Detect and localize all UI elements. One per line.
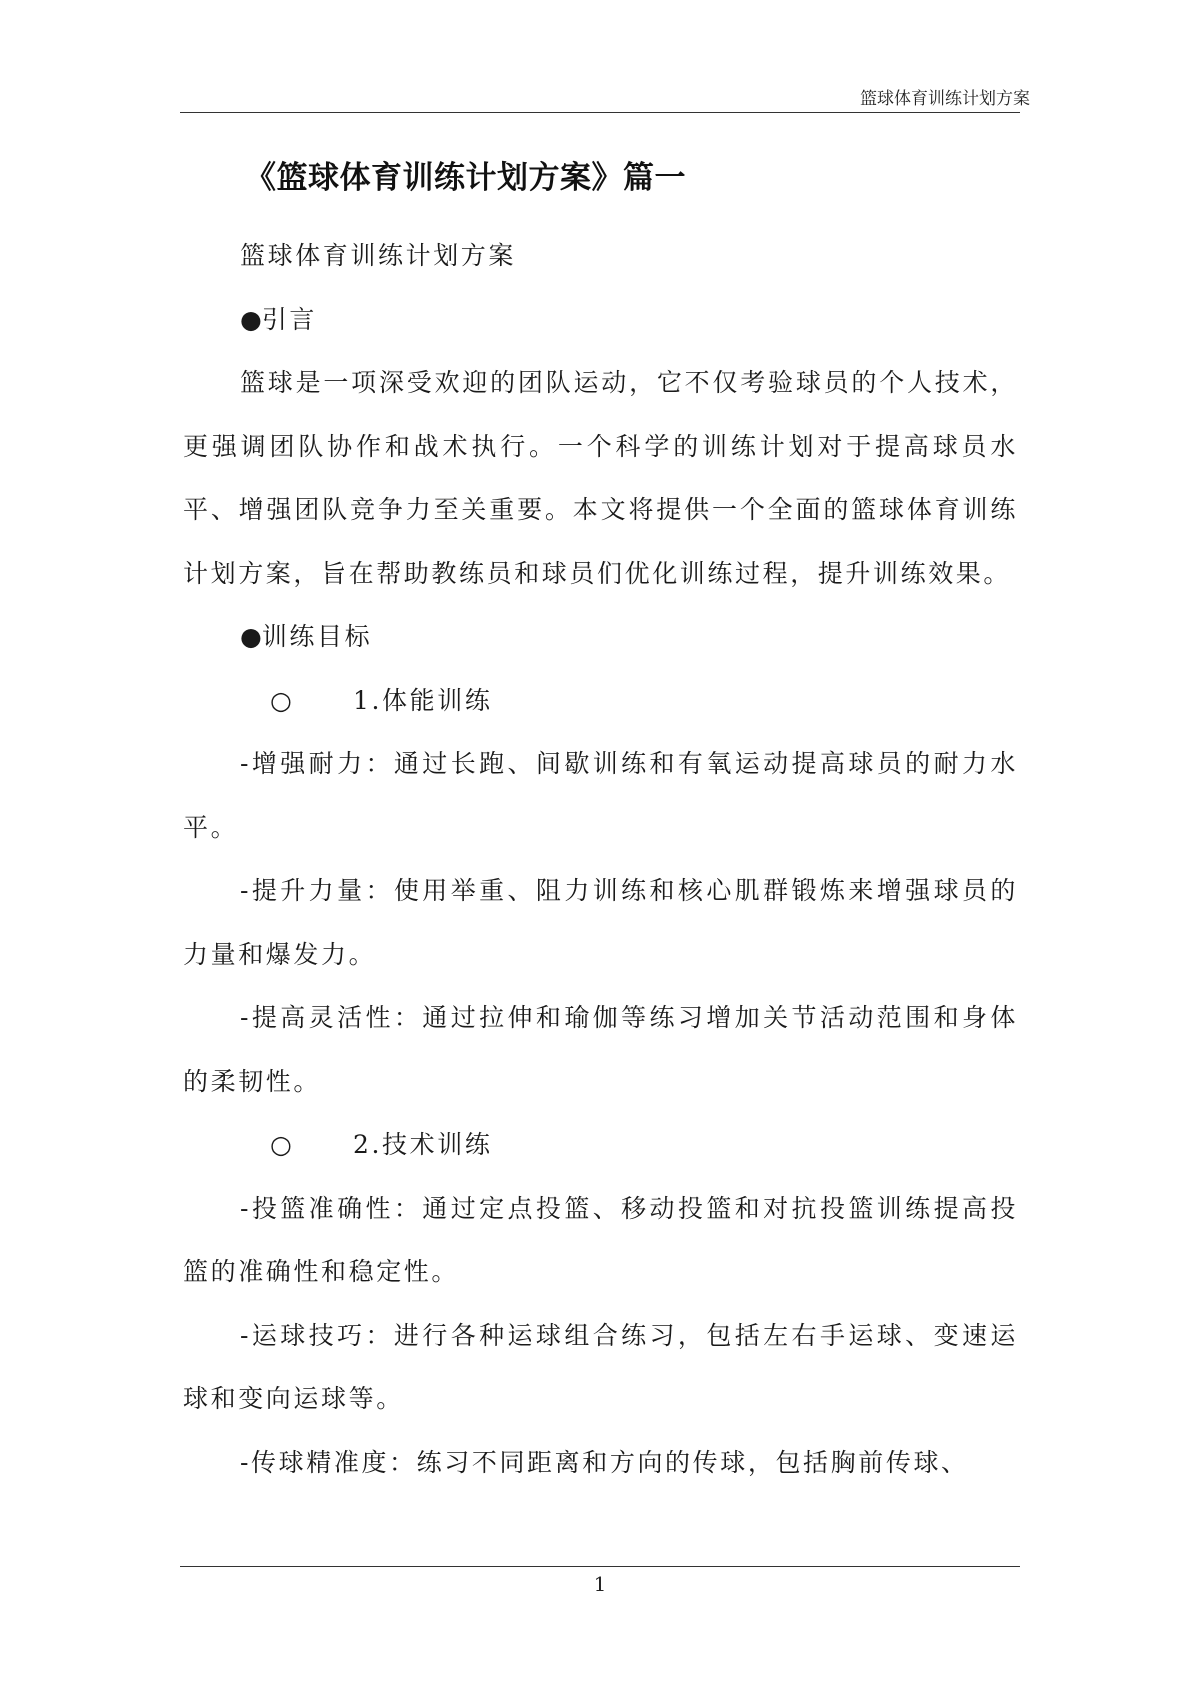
subsection-heading-physical	[183, 669, 1018, 733]
section-heading-goals	[183, 605, 1018, 669]
bullet-icon: ●	[240, 304, 262, 334]
section-heading-label: 引言	[261, 304, 318, 334]
circle-icon: ○	[270, 685, 295, 715]
subsection-heading-label: 1.体能训练	[353, 685, 493, 715]
list-item: -提高灵活性：通过拉伸和瑜伽等练习增加关节活动范围和身体的柔韧性。	[183, 1003, 1018, 1096]
list-item: -运球技巧：进行各种运球组合练习，包括左右手运球、变速运球和变向运球等。	[183, 1320, 1018, 1413]
document-title: 《篮球体育训练计划方案》篇一	[245, 160, 686, 196]
document-body	[183, 224, 1018, 1494]
list-item: -增强耐力：通过长跑、间歇训练和有氧运动提高球员的耐力水平。	[183, 749, 1018, 842]
subsection-heading-technical	[183, 1113, 1018, 1177]
intro-paragraph: 篮球是一项深受欢迎的团队运动，它不仅考验球员的个人技术，更强调团队协作和战术执行。一个科学的训练计划对于提高球员水平、增强团队竞争力至关重要。本文将提供一个全面的篮球体育训练计划方案，旨在帮助教练员和球员们优化训练过程，提升训练效果。	[183, 368, 1018, 588]
list-item: -传球精准度：练习不同距离和方向的传球，包括胸前传球、	[240, 1447, 969, 1477]
subsection-heading-label: 2.技术训练	[353, 1130, 493, 1159]
section-heading-label: 训练目标	[261, 622, 373, 651]
document-subtitle: 篮球体育训练计划方案	[240, 241, 517, 270]
header-rule	[180, 112, 1020, 113]
section-heading-intro	[183, 288, 1018, 352]
list-item: -投篮准确性：通过定点投篮、移动投篮和对抗投篮训练提高投篮的准确性和稳定性。	[183, 1193, 1018, 1286]
bullet-icon: ●	[240, 622, 262, 651]
footer-rule	[180, 1566, 1020, 1567]
list-item: -提升力量：使用举重、阻力训练和核心肌群锻炼来增强球员的力量和爆发力。	[183, 876, 1018, 969]
circle-icon: ○	[270, 1130, 295, 1159]
running-header: 篮球体育训练计划方案	[860, 89, 1030, 109]
page-number: 1	[593, 1572, 607, 1596]
